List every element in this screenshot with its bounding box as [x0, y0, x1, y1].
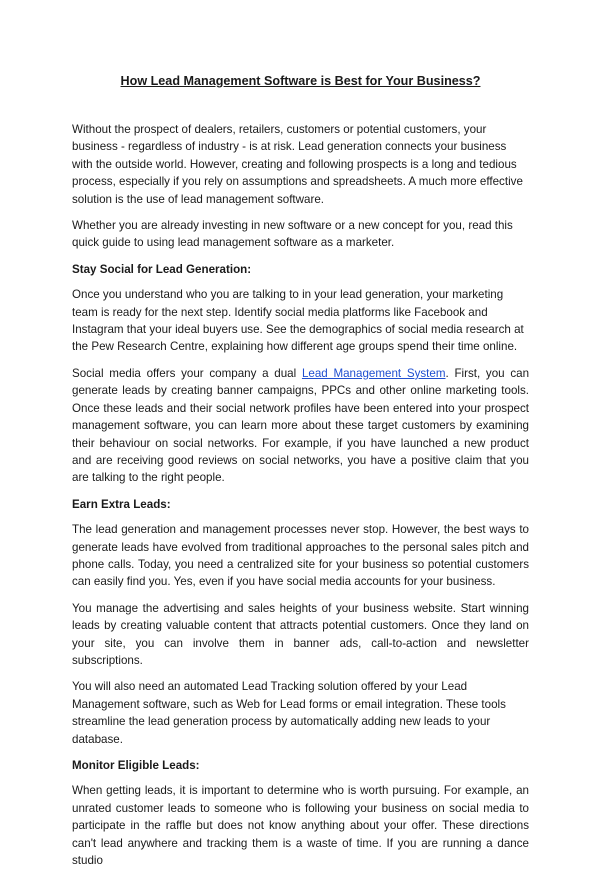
intro-paragraph-2: Whether you are already investing in new software or a new concept for you, read this quick guide to using lead management software as a marketer. — [72, 219, 513, 250]
section-heading-earn-extra-leads: Earn Extra Leads: — [72, 497, 171, 511]
intro-paragraph-1: Without the prospect of dealers, retailers, customers or potential customers, your business - regardless of industry - is at risk. Lead generation connects your business with the outside world. However, creating and following prospects is a long and tedious process, especially if you rely on assumptions and spreadsheets. A much more effective solution is the use of lead management software. — [72, 123, 523, 206]
monitor-paragraph-1: When getting leads, it is important to determine who is worth pursuing. For example, an unrated customer leads to someone who is following your business on social media to participate in the raffle but does not know anything about your offer. These directions can't lead anywhere and tracking them is a waste of time. If you are running a dance studio — [72, 784, 529, 868]
stay-social-paragraph-2 — [72, 365, 529, 487]
earn-extra-paragraph-1: The lead generation and management processes never stop. However, the best ways to generate leads have evolved from traditional approaches to the personal sales pitch and phone calls. Today, you need a centralized site for your business so potential customers can easily find you. Yes, even if you have social media accounts for your business. — [72, 523, 529, 589]
document-title: How Lead Management Software is Best for Your Business? — [120, 74, 481, 88]
earn-extra-paragraph-3: You will also need an automated Lead Tracking solution offered by your Lead Management software, such as Web for Lead forms or email integration. These tools streamline the lead generation process by automatically adding new leads to your database. — [72, 680, 506, 746]
stay-social-paragraph-2-end: . First, you can generate leads by creating banner campaigns, PPCs and other online marketing tools. Once these leads and their social network profiles have been entered into your prospect management software, you can learn more about these target customers by examining their behaviour on social networks. For example, if you have launched a new product and are receiving good reviews on social networks, you have a positive claim that you are talking to the right people. — [72, 366, 530, 485]
stay-social-paragraph-2-start: Social media offers your company a dual — [72, 366, 302, 380]
section-heading-stay-social: Stay Social for Lead Generation: — [72, 262, 252, 276]
document-page — [72, 72, 529, 878]
section-heading-monitor-eligible-leads: Monitor Eligible Leads: — [72, 759, 200, 772]
stay-social-paragraph-1: Once you understand who you are talking to in your lead generation, your marketing team is ready for the next step. Identify social media platforms like Facebook and Instagram that your ideal buyers use. See the demographics of social media research at the Pew Research Centre, explaining how different age groups spend their time online. — [72, 288, 524, 354]
earn-extra-paragraph-2: You manage the advertising and sales heights of your business website. Start winning leads by creating valuable content that attracts potential customers. Once they land on your site, you can involve them in banner ads, call-to-action and newsletter subscriptions. — [72, 601, 529, 667]
lead-management-system-link[interactable]: Lead Management System — [301, 366, 446, 380]
